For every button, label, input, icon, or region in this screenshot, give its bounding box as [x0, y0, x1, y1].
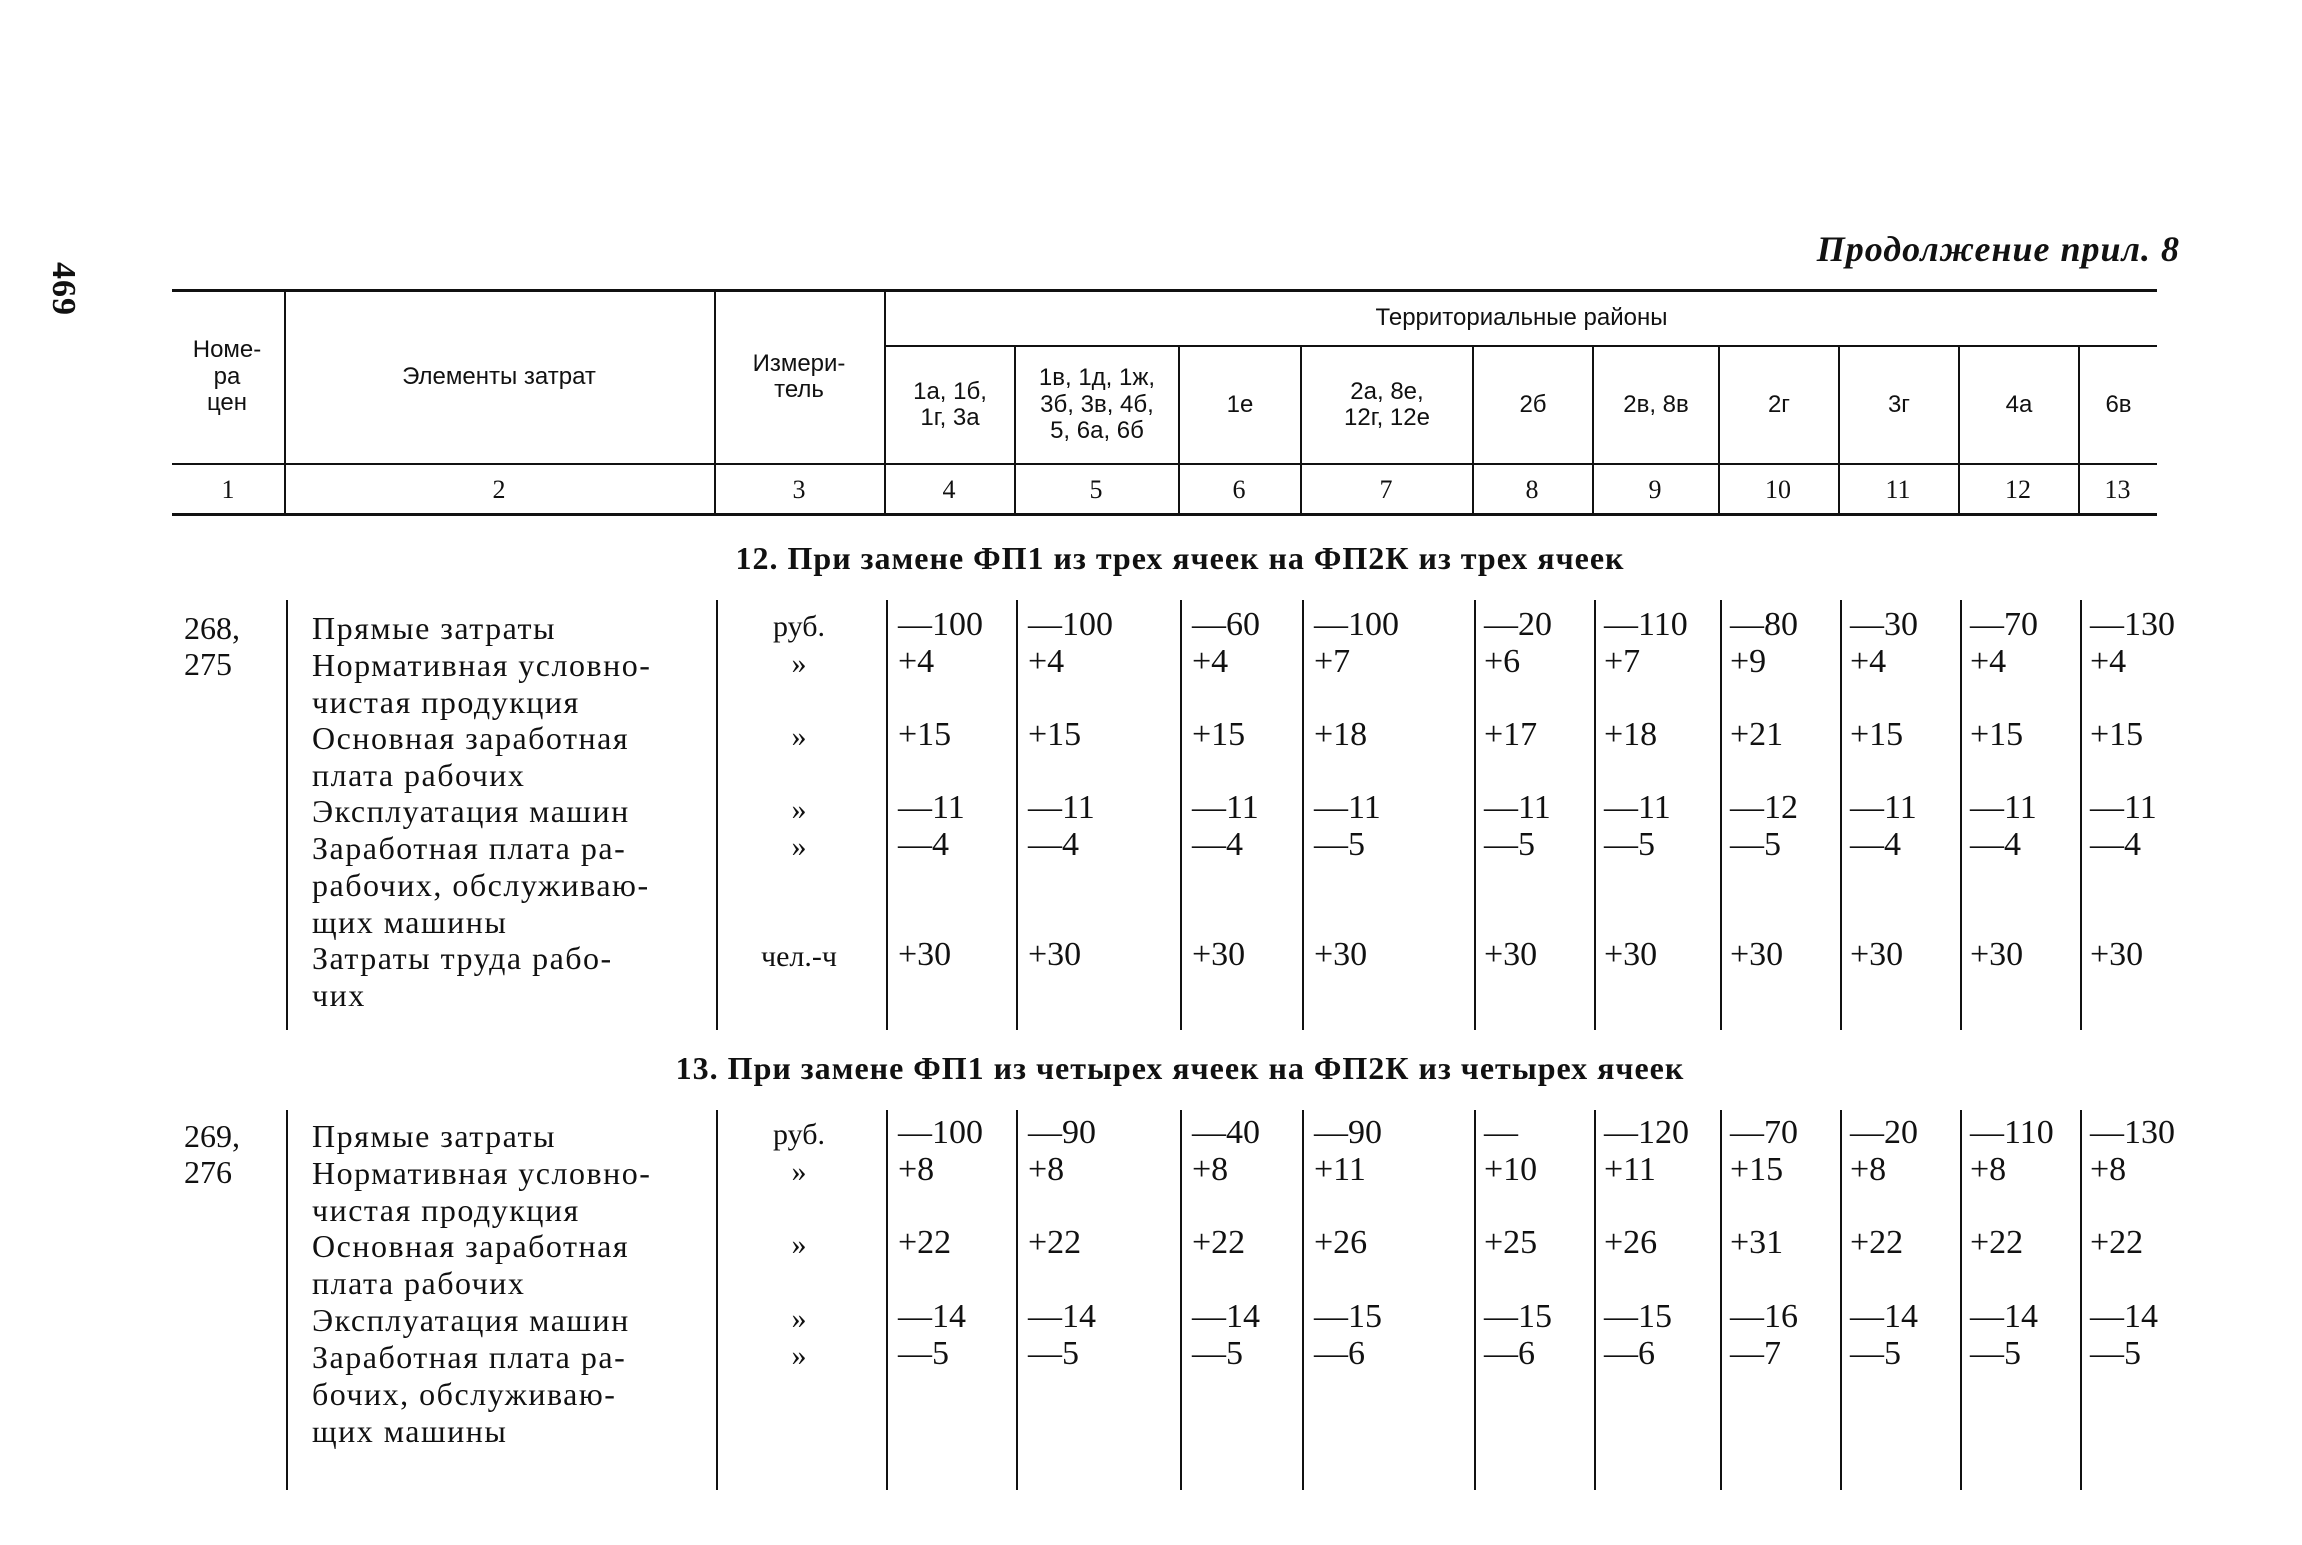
value-cell: +4 — [898, 643, 935, 680]
value-cell: —4 — [2090, 826, 2141, 863]
value-cell: +8 — [1028, 1151, 1065, 1188]
unit-cell: » — [791, 1155, 807, 1188]
value-cell: —11 — [2090, 789, 2157, 826]
value-cell: +6 — [1484, 643, 1521, 680]
unit-cell: » — [791, 830, 807, 863]
value-cell: +15 — [1850, 716, 1904, 753]
column-divider — [1960, 1110, 1962, 1490]
value-cell: +4 — [1192, 643, 1229, 680]
header-row-numbers: Номе- ра цен — [192, 336, 262, 417]
value-cell: —11 — [1192, 789, 1259, 826]
unit-cell: » — [791, 1228, 807, 1261]
value-cell: +8 — [1850, 1151, 1887, 1188]
value-cell: +22 — [898, 1224, 952, 1261]
value-cell: —100 — [898, 606, 983, 643]
region-header: 2а, 8е, 12г, 12е — [1344, 377, 1430, 431]
region-header: 1в, 1д, 1ж, 3б, 3в, 4б, 5, 6а, 6б — [1038, 364, 1156, 445]
value-cell: —11 — [1028, 789, 1095, 826]
cost-element-label: Прямые затраты — [312, 1118, 557, 1154]
column-number: 11 — [1885, 475, 1911, 504]
value-cell: —30 — [1850, 606, 1918, 643]
value-cell: +30 — [1028, 936, 1082, 973]
cost-element-label: плата рабочих — [312, 1265, 526, 1301]
value-cell: +22 — [1028, 1224, 1082, 1261]
header-elements: Элементы затрат — [402, 362, 596, 390]
cost-element-label: щих машины — [312, 904, 508, 940]
value-cell: —5 — [1970, 1335, 2021, 1372]
value-cell: +4 — [1028, 643, 1065, 680]
cost-element-label: рабочих, обслуживаю- — [312, 867, 650, 903]
region-header: 2в, 8в — [1623, 390, 1689, 418]
column-divider — [1720, 1110, 1722, 1490]
column-divider — [1178, 347, 1180, 513]
column-number: 8 — [1525, 475, 1539, 504]
column-divider — [1016, 1110, 1018, 1490]
value-cell: +26 — [1314, 1224, 1368, 1261]
value-cell: —14 — [1192, 1298, 1260, 1335]
value-cell: —11 — [1850, 789, 1917, 826]
value-cell: +15 — [1970, 716, 2024, 753]
column-number: 6 — [1232, 475, 1246, 504]
value-cell: +4 — [1850, 643, 1887, 680]
value-cell: +22 — [1970, 1224, 2024, 1261]
value-cell: —100 — [1314, 606, 1399, 643]
column-divider — [1718, 347, 1720, 513]
value-cell: —14 — [1028, 1298, 1096, 1335]
value-cell: +22 — [1192, 1224, 1246, 1261]
column-divider — [1474, 600, 1476, 1030]
column-divider — [286, 600, 288, 1030]
value-cell: —5 — [1192, 1335, 1243, 1372]
unit-cell: чел.-ч — [761, 940, 837, 973]
value-cell: —80 — [1730, 606, 1798, 643]
continuation-title: Продолжение прил. 8 — [1816, 229, 2180, 269]
value-cell: —14 — [1970, 1298, 2038, 1335]
value-cell: —100 — [898, 1114, 983, 1151]
value-cell: —11 — [1314, 789, 1381, 826]
column-number: 12 — [2005, 475, 2031, 504]
value-cell: +22 — [2090, 1224, 2144, 1261]
value-cell: —16 — [1730, 1298, 1798, 1335]
column-number: 9 — [1648, 475, 1662, 504]
cost-element-label: Эксплуатация машин — [312, 1302, 630, 1338]
value-cell: —60 — [1192, 606, 1260, 643]
unit-cell: » — [791, 1302, 807, 1335]
value-cell: +30 — [1484, 936, 1538, 973]
region-header: 2г — [1767, 390, 1791, 418]
cost-element-label: Основная заработная — [312, 1228, 630, 1264]
value-cell: —15 — [1604, 1298, 1672, 1335]
value-cell: —14 — [1850, 1298, 1918, 1335]
value-cell: —5 — [1314, 826, 1365, 863]
value-cell: —70 — [1730, 1114, 1798, 1151]
column-divider — [1302, 600, 1304, 1030]
value-cell: —7 — [1730, 1335, 1781, 1372]
value-cell: —90 — [1314, 1114, 1382, 1151]
value-cell: +8 — [1970, 1151, 2007, 1188]
column-divider — [884, 292, 886, 513]
column-divider — [1472, 347, 1474, 513]
column-divider — [1180, 1110, 1182, 1490]
cost-element-label: Заработная плата ра- — [312, 1339, 627, 1375]
region-header: 2б — [1519, 390, 1547, 418]
value-cell: —40 — [1192, 1114, 1260, 1151]
value-cell: —4 — [1028, 826, 1079, 863]
value-cell: —110 — [1970, 1114, 2054, 1151]
column-divider — [1594, 600, 1596, 1030]
value-cell: —11 — [898, 789, 965, 826]
column-divider — [1302, 1110, 1304, 1490]
section-title: 13. При замене ФП1 из четырех ячеек на ФП2К из четырех ячеек — [675, 1050, 1685, 1086]
column-divider — [1838, 347, 1840, 513]
value-cell: +30 — [1850, 936, 1904, 973]
column-divider — [1840, 1110, 1842, 1490]
cost-element-label: Основная заработная — [312, 720, 630, 756]
unit-cell: руб. — [773, 1118, 825, 1151]
column-divider — [1720, 600, 1722, 1030]
region-header: 4а — [2005, 390, 2033, 418]
value-cell: +18 — [1314, 716, 1368, 753]
value-cell: +15 — [1192, 716, 1246, 753]
cost-element-label: Нормативная условно- — [312, 1155, 652, 1191]
value-cell: +30 — [1970, 936, 2024, 973]
value-cell: +18 — [1604, 716, 1658, 753]
cost-element-label: Прямые затраты — [312, 610, 557, 646]
column-divider — [886, 600, 888, 1030]
cost-element-label: Нормативная условно- — [312, 647, 652, 683]
column-divider — [1300, 347, 1302, 513]
unit-cell: » — [791, 1339, 807, 1372]
column-divider — [284, 292, 286, 513]
value-cell: —11 — [1604, 789, 1671, 826]
header-bottom-rule — [172, 513, 2157, 516]
column-divider — [1840, 600, 1842, 1030]
column-divider — [1180, 600, 1182, 1030]
value-cell: —4 — [898, 826, 949, 863]
value-cell: +9 — [1730, 643, 1767, 680]
column-number: 4 — [942, 475, 956, 504]
value-cell: —90 — [1028, 1114, 1096, 1151]
value-cell: —5 — [1604, 826, 1655, 863]
cost-element-label: Эксплуатация машин — [312, 793, 630, 829]
value-cell: —4 — [1970, 826, 2021, 863]
value-cell: —6 — [1314, 1335, 1365, 1372]
column-divider — [1014, 347, 1016, 513]
value-cell: —5 — [1484, 826, 1535, 863]
cost-element-label: плата рабочих — [312, 757, 526, 793]
row-numbers: 268, 275 — [184, 610, 240, 682]
unit-cell: руб. — [773, 610, 825, 643]
value-cell: +11 — [1604, 1151, 1656, 1188]
value-cell: —14 — [898, 1298, 966, 1335]
value-cell: —5 — [1730, 826, 1781, 863]
unit-cell: » — [791, 793, 807, 826]
column-divider — [1958, 347, 1960, 513]
value-cell: — — [1484, 1114, 1518, 1151]
column-number: 2 — [492, 475, 506, 504]
value-cell: +8 — [898, 1151, 935, 1188]
header-territorial-regions: Территориальные районы — [1375, 303, 1668, 331]
value-cell: —5 — [1028, 1335, 1079, 1372]
value-cell: —4 — [1192, 826, 1243, 863]
value-cell: +7 — [1314, 643, 1351, 680]
cost-element-label: чистая продукция — [312, 1192, 580, 1228]
section-title: 12. При замене ФП1 из трех ячеек на ФП2К из трех ячеек — [735, 540, 1625, 576]
column-divider — [2078, 347, 2080, 513]
value-cell: +30 — [1730, 936, 1784, 973]
value-cell: +31 — [1730, 1224, 1784, 1261]
value-cell: +26 — [1604, 1224, 1658, 1261]
column-number: 1 — [221, 475, 235, 504]
column-divider — [1592, 347, 1594, 513]
column-divider — [714, 292, 716, 513]
unit-cell: » — [791, 720, 807, 753]
value-cell: +30 — [1604, 936, 1658, 973]
value-cell: —120 — [1604, 1114, 1689, 1151]
value-cell: +17 — [1484, 716, 1538, 753]
value-cell: +25 — [1484, 1224, 1538, 1261]
region-header: 1а, 1б, 1г, 3а — [913, 377, 987, 431]
column-divider — [886, 1110, 888, 1490]
header-unit: Измери- тель — [752, 349, 846, 403]
value-cell: —5 — [2090, 1335, 2141, 1372]
region-header: 3г — [1887, 390, 1911, 418]
column-divider — [2080, 600, 2082, 1030]
value-cell: —6 — [1604, 1335, 1655, 1372]
value-cell: +4 — [2090, 643, 2127, 680]
value-cell: —6 — [1484, 1335, 1535, 1372]
value-cell: —20 — [1850, 1114, 1918, 1151]
column-number-rule — [172, 463, 2157, 465]
value-cell: +8 — [1192, 1151, 1229, 1188]
column-divider — [1960, 600, 1962, 1030]
value-cell: +11 — [1314, 1151, 1366, 1188]
value-cell: —100 — [1028, 606, 1113, 643]
value-cell: —130 — [2090, 1114, 2175, 1151]
value-cell: —5 — [1850, 1335, 1901, 1372]
cost-element-label: щих машины — [312, 1413, 508, 1449]
column-divider — [1474, 1110, 1476, 1490]
column-number: 7 — [1379, 475, 1393, 504]
value-cell: —15 — [1314, 1298, 1382, 1335]
value-cell: +22 — [1850, 1224, 1904, 1261]
column-number: 3 — [792, 475, 806, 504]
value-cell: —20 — [1484, 606, 1552, 643]
column-divider — [2080, 1110, 2082, 1490]
value-cell: —15 — [1484, 1298, 1552, 1335]
column-number: 10 — [1765, 475, 1791, 504]
value-cell: +15 — [898, 716, 952, 753]
value-cell: —5 — [898, 1335, 949, 1372]
value-cell: —110 — [1604, 606, 1688, 643]
column-divider — [1594, 1110, 1596, 1490]
value-cell: +30 — [898, 936, 952, 973]
value-cell: —4 — [1850, 826, 1901, 863]
unit-cell: » — [791, 647, 807, 680]
value-cell: +30 — [1192, 936, 1246, 973]
value-cell: +8 — [2090, 1151, 2127, 1188]
value-cell: —14 — [2090, 1298, 2158, 1335]
region-header: 6в — [2105, 390, 2132, 418]
value-cell: +10 — [1484, 1151, 1538, 1188]
row-numbers: 269, 276 — [184, 1118, 240, 1190]
value-cell: +15 — [2090, 716, 2144, 753]
cost-element-label: чих — [312, 977, 366, 1013]
page-number: 469 — [45, 262, 82, 316]
regions-rule — [886, 345, 2157, 347]
column-divider — [286, 1110, 288, 1490]
value-cell: +15 — [1730, 1151, 1784, 1188]
value-cell: —130 — [2090, 606, 2175, 643]
cost-element-label: бочих, обслуживаю- — [312, 1376, 617, 1412]
value-cell: —70 — [1970, 606, 2038, 643]
cost-element-label: чистая продукция — [312, 684, 580, 720]
cost-element-label: Заработная плата ра- — [312, 830, 627, 866]
value-cell: +4 — [1970, 643, 2007, 680]
region-header: 1е — [1226, 390, 1254, 418]
value-cell: —12 — [1730, 789, 1798, 826]
value-cell: —11 — [1970, 789, 2037, 826]
value-cell: +21 — [1730, 716, 1784, 753]
value-cell: +30 — [2090, 936, 2144, 973]
cost-element-label: Затраты труда рабо- — [312, 940, 613, 976]
value-cell: +15 — [1028, 716, 1082, 753]
value-cell: +7 — [1604, 643, 1641, 680]
column-divider — [1016, 600, 1018, 1030]
column-number: 13 — [2104, 475, 2131, 504]
value-cell: +30 — [1314, 936, 1368, 973]
column-number: 5 — [1089, 475, 1103, 504]
value-cell: —11 — [1484, 789, 1551, 826]
